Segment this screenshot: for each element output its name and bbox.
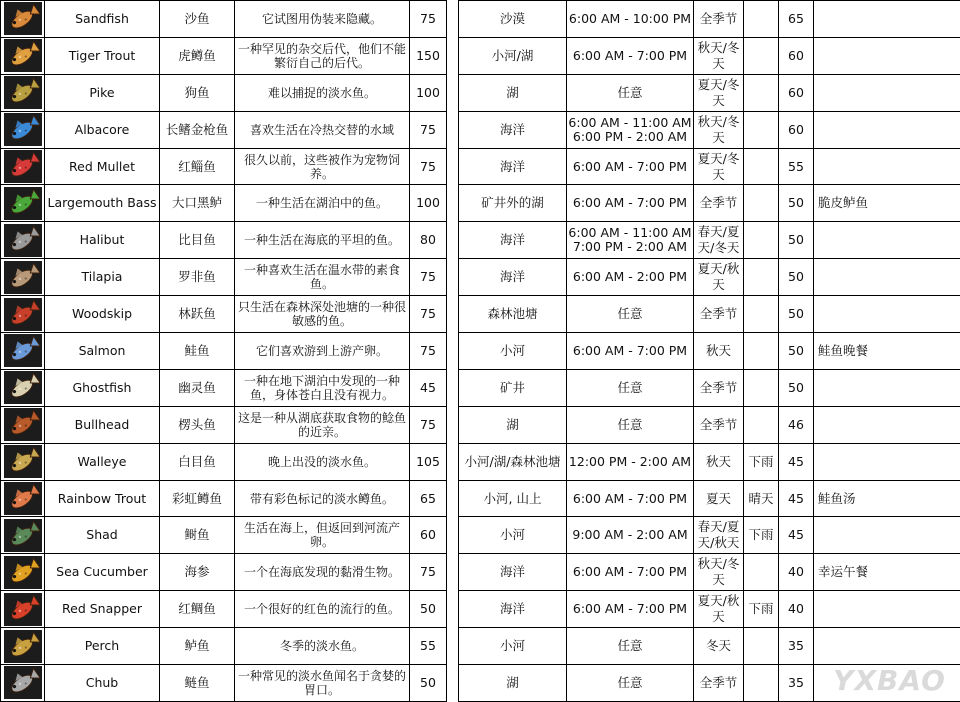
fish-price: 150	[410, 37, 447, 74]
fish-dish	[814, 296, 960, 333]
column-gap	[447, 333, 459, 370]
fish-row	[1, 1, 960, 38]
fish-dish	[814, 37, 960, 74]
fish-icon	[4, 298, 42, 331]
fish-location: 小河, 山上	[459, 480, 567, 517]
fish-price: 55	[410, 628, 447, 665]
column-gap	[447, 517, 459, 554]
fish-weather	[744, 665, 779, 702]
fish-icon	[4, 113, 42, 146]
fish-time: 任意	[567, 406, 694, 443]
fish-dish	[814, 443, 960, 480]
fish-price: 100	[410, 185, 447, 222]
fish-dish	[814, 74, 960, 111]
fish-description: 一种喜欢生活在温水带的素食鱼。	[235, 259, 410, 296]
fish-weather	[744, 222, 779, 259]
fish-price: 75	[410, 296, 447, 333]
fish-description: 一个很好的红色的流行的鱼。	[235, 591, 410, 628]
fish-icon-cell	[1, 185, 45, 222]
fish-weather	[744, 406, 779, 443]
fish-price: 75	[410, 148, 447, 185]
fish-season: 春天/夏天/秋天	[694, 517, 744, 554]
fish-chinese-name: 罗非鱼	[160, 259, 235, 296]
fish-weather: 下雨	[744, 443, 779, 480]
fish-difficulty: 60	[779, 111, 814, 148]
fish-difficulty: 40	[779, 554, 814, 591]
fish-row	[1, 406, 960, 443]
fish-season: 全季节	[694, 369, 744, 406]
fish-price: 75	[410, 333, 447, 370]
fish-row	[1, 222, 960, 259]
fish-english-name: Halibut	[45, 222, 160, 259]
fish-icon	[4, 666, 42, 699]
fish-english-name: Rainbow Trout	[45, 480, 160, 517]
fish-location: 小河	[459, 333, 567, 370]
fish-row	[1, 554, 960, 591]
fish-icon	[4, 593, 42, 626]
fish-description: 难以捕捉的淡水鱼。	[235, 74, 410, 111]
fish-description: 一种常见的淡水鱼闻名于贪婪的胃口。	[235, 665, 410, 702]
fish-chinese-name: 狗鱼	[160, 74, 235, 111]
fish-time: 6:00 AM - 7:00 PM	[567, 554, 694, 591]
fish-time: 6:00 AM - 7:00 PM	[567, 185, 694, 222]
column-gap	[447, 369, 459, 406]
fish-icon-cell	[1, 406, 45, 443]
fish-english-name: Ghostfish	[45, 369, 160, 406]
column-gap	[447, 185, 459, 222]
fish-description: 只生活在森林深处池塘的一种很敏感的鱼。	[235, 296, 410, 333]
fish-price: 80	[410, 222, 447, 259]
fish-price: 75	[410, 554, 447, 591]
fish-row	[1, 37, 960, 74]
fish-row	[1, 369, 960, 406]
fish-dish: 鲑鱼晚餐	[814, 333, 960, 370]
fish-chinese-name: 鲥鱼	[160, 517, 235, 554]
fish-weather: 晴天	[744, 480, 779, 517]
fish-dish	[814, 665, 960, 702]
fish-icon	[4, 408, 42, 441]
fish-season: 冬天	[694, 628, 744, 665]
fish-english-name: Largemouth Bass	[45, 185, 160, 222]
fish-location: 湖	[459, 74, 567, 111]
fish-time: 6:00 AM - 7:00 PM	[567, 480, 694, 517]
fish-location: 海洋	[459, 554, 567, 591]
fish-price: 50	[410, 665, 447, 702]
fish-icon	[4, 445, 42, 478]
fish-price: 75	[410, 406, 447, 443]
fish-price: 45	[410, 369, 447, 406]
fish-dish	[814, 517, 960, 554]
fish-english-name: Shad	[45, 517, 160, 554]
fish-description: 它试图用伪装来隐藏。	[235, 1, 410, 38]
fish-description: 生活在海上，但返回到河流产卵。	[235, 517, 410, 554]
fish-season: 秋天	[694, 443, 744, 480]
fish-chinese-name: 红鲷鱼	[160, 591, 235, 628]
fish-chinese-name: 白目鱼	[160, 443, 235, 480]
fish-chinese-name: 沙鱼	[160, 1, 235, 38]
fish-chinese-name: 长鳍金枪鱼	[160, 111, 235, 148]
fish-season: 秋天	[694, 333, 744, 370]
fish-price: 100	[410, 74, 447, 111]
fish-chinese-name: 楞头鱼	[160, 406, 235, 443]
column-gap	[447, 148, 459, 185]
column-gap	[447, 554, 459, 591]
fish-time: 任意	[567, 74, 694, 111]
column-gap	[447, 443, 459, 480]
fish-icon-cell	[1, 37, 45, 74]
fish-description: 晚上出没的淡水鱼。	[235, 443, 410, 480]
fish-weather: 下雨	[744, 591, 779, 628]
fish-price: 75	[410, 259, 447, 296]
fish-english-name: Walleye	[45, 443, 160, 480]
fish-icon	[4, 334, 42, 367]
fish-time: 12:00 PM - 2:00 AM	[567, 443, 694, 480]
fish-row	[1, 148, 960, 185]
column-gap	[447, 665, 459, 702]
fish-chinese-name: 大口黑鲈	[160, 185, 235, 222]
fish-season: 全季节	[694, 406, 744, 443]
fish-difficulty: 35	[779, 665, 814, 702]
fish-difficulty: 50	[779, 296, 814, 333]
fish-difficulty: 50	[779, 259, 814, 296]
fish-icon-cell	[1, 517, 45, 554]
fish-chinese-name: 比目鱼	[160, 222, 235, 259]
fish-location: 小河/湖/森林池塘	[459, 443, 567, 480]
fish-icon	[4, 76, 42, 109]
fish-location: 矿井	[459, 369, 567, 406]
column-gap	[447, 628, 459, 665]
fish-english-name: Tilapia	[45, 259, 160, 296]
fish-time: 任意	[567, 296, 694, 333]
fish-dish	[814, 222, 960, 259]
fish-row	[1, 443, 960, 480]
fish-weather	[744, 1, 779, 38]
fish-dish	[814, 406, 960, 443]
fish-dish	[814, 111, 960, 148]
fish-english-name: Perch	[45, 628, 160, 665]
fish-description: 一种生活在湖泊中的鱼。	[235, 185, 410, 222]
fish-price: 65	[410, 480, 447, 517]
fish-chinese-name: 鲈鱼	[160, 628, 235, 665]
fish-location: 海洋	[459, 259, 567, 296]
fish-weather	[744, 296, 779, 333]
fish-location: 海洋	[459, 222, 567, 259]
fish-location: 沙漠	[459, 1, 567, 38]
fish-icon-cell	[1, 148, 45, 185]
fish-dish: 幸运午餐	[814, 554, 960, 591]
fish-row	[1, 74, 960, 111]
fish-time: 6:00 AM - 10:00 PM	[567, 1, 694, 38]
fish-location: 矿井外的湖	[459, 185, 567, 222]
fish-season: 全季节	[694, 665, 744, 702]
fish-season: 夏天/秋天	[694, 259, 744, 296]
column-gap	[447, 222, 459, 259]
fish-time: 6:00 AM - 11:00 AM 6:00 PM - 2:00 AM	[567, 111, 694, 148]
fish-description: 它们喜欢游到上游产卵。	[235, 333, 410, 370]
fish-table-body	[1, 1, 960, 702]
fish-row	[1, 517, 960, 554]
fish-icon-cell	[1, 259, 45, 296]
fish-time: 任意	[567, 369, 694, 406]
column-gap	[447, 74, 459, 111]
fish-season: 秋天/冬天	[694, 111, 744, 148]
fish-description: 带有彩色标记的淡水鳟鱼。	[235, 480, 410, 517]
fish-dish	[814, 148, 960, 185]
fish-icon-cell	[1, 111, 45, 148]
fish-weather	[744, 333, 779, 370]
fish-price: 50	[410, 591, 447, 628]
column-gap	[447, 259, 459, 296]
fish-time: 9:00 AM - 2:00 AM	[567, 517, 694, 554]
fish-season: 秋天/冬天	[694, 554, 744, 591]
fish-english-name: Red Mullet	[45, 148, 160, 185]
fish-location: 湖	[459, 665, 567, 702]
fish-description: 一种生活在海底的平坦的鱼。	[235, 222, 410, 259]
fish-row	[1, 628, 960, 665]
watermark: YXBAO	[833, 664, 946, 697]
fish-description: 很久以前，这些被作为宠物饲养。	[235, 148, 410, 185]
fish-season: 夏天	[694, 480, 744, 517]
fish-row	[1, 296, 960, 333]
fish-difficulty: 60	[779, 37, 814, 74]
fish-row	[1, 333, 960, 370]
fish-icon	[4, 371, 42, 404]
fish-row	[1, 259, 960, 296]
fish-row	[1, 665, 960, 702]
fish-location: 湖	[459, 406, 567, 443]
fish-icon	[4, 519, 42, 552]
fish-location: 海洋	[459, 591, 567, 628]
column-gap	[447, 480, 459, 517]
fish-difficulty: 45	[779, 517, 814, 554]
column-gap	[447, 1, 459, 38]
fish-difficulty: 50	[779, 222, 814, 259]
fish-dish	[814, 1, 960, 38]
fish-icon	[4, 630, 42, 663]
fish-icon	[4, 150, 42, 183]
fish-icon	[4, 556, 42, 589]
fish-description: 一种在地下湖泊中发现的一种鱼，身体苍白且没有视力。	[235, 369, 410, 406]
fish-time: 6:00 AM - 11:00 AM 7:00 PM - 2:00 AM	[567, 222, 694, 259]
fish-price: 75	[410, 1, 447, 38]
fish-weather	[744, 628, 779, 665]
fish-chinese-name: 鲢鱼	[160, 665, 235, 702]
fish-difficulty: 45	[779, 480, 814, 517]
fish-weather	[744, 74, 779, 111]
fish-row	[1, 111, 960, 148]
fish-icon-cell	[1, 665, 45, 702]
fish-location: 小河	[459, 628, 567, 665]
fish-season: 夏天/秋天	[694, 591, 744, 628]
fish-english-name: Albacore	[45, 111, 160, 148]
fish-price: 75	[410, 111, 447, 148]
fish-location: 海洋	[459, 111, 567, 148]
fish-difficulty: 46	[779, 406, 814, 443]
fish-english-name: Woodskip	[45, 296, 160, 333]
fish-english-name: Pike	[45, 74, 160, 111]
fish-icon-cell	[1, 443, 45, 480]
fish-time: 6:00 AM - 7:00 PM	[567, 333, 694, 370]
fish-difficulty: 50	[779, 333, 814, 370]
fish-icon-cell	[1, 369, 45, 406]
fish-weather	[744, 148, 779, 185]
fish-difficulty: 60	[779, 74, 814, 111]
column-gap	[447, 37, 459, 74]
column-gap	[447, 296, 459, 333]
fish-season: 春天/夏天/冬天	[694, 222, 744, 259]
fish-chinese-name: 海参	[160, 554, 235, 591]
fish-weather: 下雨	[744, 517, 779, 554]
fish-icon-cell	[1, 554, 45, 591]
fish-english-name: Chub	[45, 665, 160, 702]
fish-row	[1, 480, 960, 517]
fish-dish	[814, 259, 960, 296]
column-gap	[447, 406, 459, 443]
fish-icon-cell	[1, 296, 45, 333]
fish-icon	[4, 187, 42, 220]
fish-row	[1, 185, 960, 222]
fish-season: 秋天/冬天	[694, 37, 744, 74]
fish-season: 夏天/冬天	[694, 74, 744, 111]
fish-icon	[4, 482, 42, 515]
fish-weather	[744, 259, 779, 296]
fish-dish	[814, 591, 960, 628]
fish-icon	[4, 224, 42, 257]
fish-weather	[744, 554, 779, 591]
fish-chinese-name: 红鲻鱼	[160, 148, 235, 185]
fish-difficulty: 40	[779, 591, 814, 628]
column-gap	[447, 591, 459, 628]
fish-difficulty: 50	[779, 185, 814, 222]
fish-difficulty: 65	[779, 1, 814, 38]
fish-dish	[814, 369, 960, 406]
fish-chinese-name: 幽灵鱼	[160, 369, 235, 406]
fish-weather	[744, 111, 779, 148]
fish-time: 6:00 AM - 7:00 PM	[567, 591, 694, 628]
fish-season: 全季节	[694, 296, 744, 333]
fish-row	[1, 591, 960, 628]
fish-english-name: Bullhead	[45, 406, 160, 443]
fish-icon-cell	[1, 333, 45, 370]
fish-icon-cell	[1, 222, 45, 259]
fish-english-name: Red Snapper	[45, 591, 160, 628]
fish-description: 一个在海底发现的黏滑生物。	[235, 554, 410, 591]
fish-difficulty: 35	[779, 628, 814, 665]
fish-chinese-name: 虎鳟鱼	[160, 37, 235, 74]
fish-dish: 鲑鱼汤	[814, 480, 960, 517]
fish-location: 小河/湖	[459, 37, 567, 74]
fish-location: 小河	[459, 517, 567, 554]
fish-icon-cell	[1, 591, 45, 628]
fish-icon-cell	[1, 480, 45, 517]
fish-dish: 脆皮鲈鱼	[814, 185, 960, 222]
fish-chinese-name: 林跃鱼	[160, 296, 235, 333]
fish-icon-cell	[1, 74, 45, 111]
fish-icon	[4, 261, 42, 294]
fish-difficulty: 55	[779, 148, 814, 185]
fish-location: 森林池塘	[459, 296, 567, 333]
fish-time: 6:00 AM - 7:00 PM	[567, 148, 694, 185]
fish-dish	[814, 628, 960, 665]
fish-time: 6:00 AM - 2:00 PM	[567, 259, 694, 296]
fish-english-name: Sea Cucumber	[45, 554, 160, 591]
fish-icon-cell	[1, 1, 45, 38]
fish-description: 一种罕见的杂交后代，他们不能繁衍自己的后代。	[235, 37, 410, 74]
fish-season: 全季节	[694, 185, 744, 222]
fish-icon	[4, 39, 42, 72]
fish-chinese-name: 鲑鱼	[160, 333, 235, 370]
fish-time: 任意	[567, 628, 694, 665]
fish-weather	[744, 37, 779, 74]
fish-icon-cell	[1, 628, 45, 665]
fish-time: 6:00 AM - 7:00 PM	[567, 37, 694, 74]
fish-time: 任意	[567, 665, 694, 702]
fish-english-name: Tiger Trout	[45, 37, 160, 74]
fish-chinese-name: 彩虹鳟鱼	[160, 480, 235, 517]
fish-difficulty: 50	[779, 369, 814, 406]
fish-description: 这是一种从湖底获取食物的鲶鱼的近亲。	[235, 406, 410, 443]
fish-season: 夏天/冬天	[694, 148, 744, 185]
fish-price: 105	[410, 443, 447, 480]
fish-season: 全季节	[694, 1, 744, 38]
fish-weather	[744, 185, 779, 222]
fish-location: 海洋	[459, 148, 567, 185]
fish-icon	[4, 2, 42, 35]
fish-price: 60	[410, 517, 447, 554]
fish-english-name: Sandfish	[45, 1, 160, 38]
fish-english-name: Salmon	[45, 333, 160, 370]
column-gap	[447, 111, 459, 148]
fish-difficulty: 45	[779, 443, 814, 480]
fish-weather	[744, 369, 779, 406]
fish-description: 冬季的淡水鱼。	[235, 628, 410, 665]
fish-description: 喜欢生活在冷热交替的水域	[235, 111, 410, 148]
